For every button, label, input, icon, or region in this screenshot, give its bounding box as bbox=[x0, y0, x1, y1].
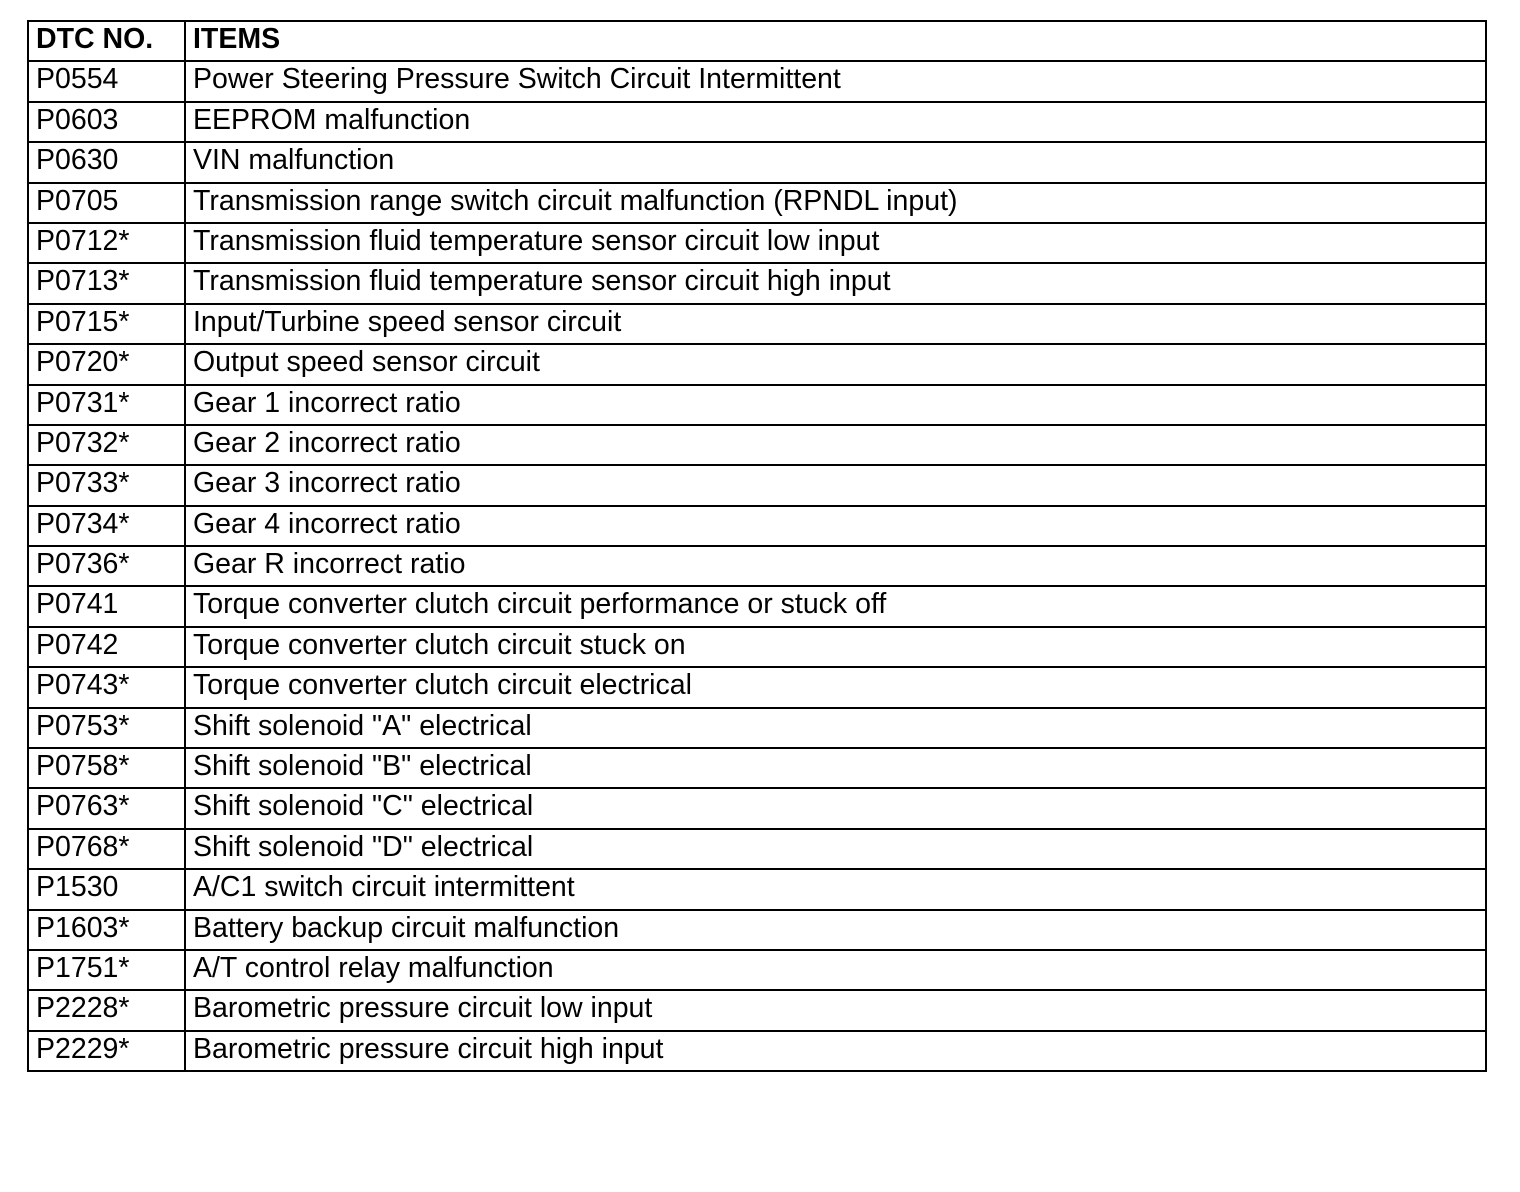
dtc-code-cell: P0715* bbox=[28, 304, 185, 344]
dtc-code-cell: P2229* bbox=[28, 1031, 185, 1071]
dtc-item-cell: Torque converter clutch circuit stuck on bbox=[185, 627, 1486, 667]
table-row bbox=[28, 667, 1486, 707]
dtc-code-cell: P1603* bbox=[28, 910, 185, 950]
dtc-code-cell: P1530 bbox=[28, 869, 185, 909]
dtc-item-cell: Output speed sensor circuit bbox=[185, 344, 1486, 384]
dtc-item-cell: Shift solenoid "D" electrical bbox=[185, 829, 1486, 869]
table-row bbox=[28, 183, 1486, 223]
dtc-item-cell: Shift solenoid "B" electrical bbox=[185, 748, 1486, 788]
table-row bbox=[28, 990, 1486, 1030]
dtc-code-cell: P0753* bbox=[28, 708, 185, 748]
dtc-item-cell: Transmission fluid temperature sensor circuit high input bbox=[185, 263, 1486, 303]
dtc-code-cell: P0732* bbox=[28, 425, 185, 465]
table-row bbox=[28, 627, 1486, 667]
dtc-item-cell: Torque converter clutch circuit electrical bbox=[185, 667, 1486, 707]
table-row bbox=[28, 950, 1486, 990]
dtc-item-cell: Gear 1 incorrect ratio bbox=[185, 385, 1486, 425]
header-items: ITEMS bbox=[185, 21, 1486, 61]
dtc-code-cell: P0731* bbox=[28, 385, 185, 425]
dtc-item-cell: Battery backup circuit malfunction bbox=[185, 910, 1486, 950]
table-row bbox=[28, 425, 1486, 465]
dtc-item-cell: Gear 4 incorrect ratio bbox=[185, 506, 1486, 546]
dtc-item-cell: Torque converter clutch circuit performance or stuck off bbox=[185, 586, 1486, 626]
table-row bbox=[28, 385, 1486, 425]
dtc-item-cell: Shift solenoid "C" electrical bbox=[185, 788, 1486, 828]
dtc-item-cell: VIN malfunction bbox=[185, 142, 1486, 182]
dtc-code-cell: P0733* bbox=[28, 465, 185, 505]
dtc-item-cell: Gear 2 incorrect ratio bbox=[185, 425, 1486, 465]
table-row bbox=[28, 586, 1486, 626]
dtc-item-cell: A/C1 switch circuit intermittent bbox=[185, 869, 1486, 909]
dtc-code-cell: P0720* bbox=[28, 344, 185, 384]
table-row bbox=[28, 708, 1486, 748]
dtc-code-cell: P0603 bbox=[28, 102, 185, 142]
table-row bbox=[28, 546, 1486, 586]
dtc-table bbox=[27, 20, 1487, 1072]
dtc-code-cell: P0630 bbox=[28, 142, 185, 182]
table-row bbox=[28, 1031, 1486, 1071]
dtc-code-cell: P0768* bbox=[28, 829, 185, 869]
table-row bbox=[28, 304, 1486, 344]
dtc-item-cell: Barometric pressure circuit low input bbox=[185, 990, 1486, 1030]
table-row bbox=[28, 465, 1486, 505]
dtc-code-cell: P2228* bbox=[28, 990, 185, 1030]
table-row bbox=[28, 344, 1486, 384]
dtc-code-cell: P1751* bbox=[28, 950, 185, 990]
dtc-code-cell: P0734* bbox=[28, 506, 185, 546]
table-row bbox=[28, 142, 1486, 182]
table-row bbox=[28, 102, 1486, 142]
dtc-code-cell: P0763* bbox=[28, 788, 185, 828]
dtc-item-cell: Shift solenoid "A" electrical bbox=[185, 708, 1486, 748]
table-row bbox=[28, 910, 1486, 950]
dtc-code-cell: P0554 bbox=[28, 61, 185, 101]
table-row bbox=[28, 263, 1486, 303]
table-row bbox=[28, 788, 1486, 828]
dtc-item-cell: Gear 3 incorrect ratio bbox=[185, 465, 1486, 505]
table-row bbox=[28, 869, 1486, 909]
dtc-code-cell: P0736* bbox=[28, 546, 185, 586]
dtc-item-cell: Barometric pressure circuit high input bbox=[185, 1031, 1486, 1071]
table-row bbox=[28, 223, 1486, 263]
dtc-code-cell: P0741 bbox=[28, 586, 185, 626]
dtc-code-cell: P0758* bbox=[28, 748, 185, 788]
table-row bbox=[28, 748, 1486, 788]
table-header-row bbox=[28, 21, 1486, 61]
dtc-item-cell: A/T control relay malfunction bbox=[185, 950, 1486, 990]
table-row bbox=[28, 506, 1486, 546]
dtc-code-cell: P0705 bbox=[28, 183, 185, 223]
dtc-item-cell: Transmission range switch circuit malfunction (RPNDL input) bbox=[185, 183, 1486, 223]
table-row bbox=[28, 61, 1486, 101]
header-dtc-no: DTC NO. bbox=[28, 21, 185, 61]
table-row bbox=[28, 829, 1486, 869]
dtc-item-cell: Gear R incorrect ratio bbox=[185, 546, 1486, 586]
dtc-item-cell: Input/Turbine speed sensor circuit bbox=[185, 304, 1486, 344]
dtc-code-cell: P0712* bbox=[28, 223, 185, 263]
dtc-code-cell: P0742 bbox=[28, 627, 185, 667]
dtc-code-cell: P0743* bbox=[28, 667, 185, 707]
dtc-code-cell: P0713* bbox=[28, 263, 185, 303]
dtc-item-cell: Power Steering Pressure Switch Circuit Intermittent bbox=[185, 61, 1486, 101]
dtc-item-cell: Transmission fluid temperature sensor circuit low input bbox=[185, 223, 1486, 263]
dtc-item-cell: EEPROM malfunction bbox=[185, 102, 1486, 142]
table-body bbox=[28, 61, 1486, 1071]
